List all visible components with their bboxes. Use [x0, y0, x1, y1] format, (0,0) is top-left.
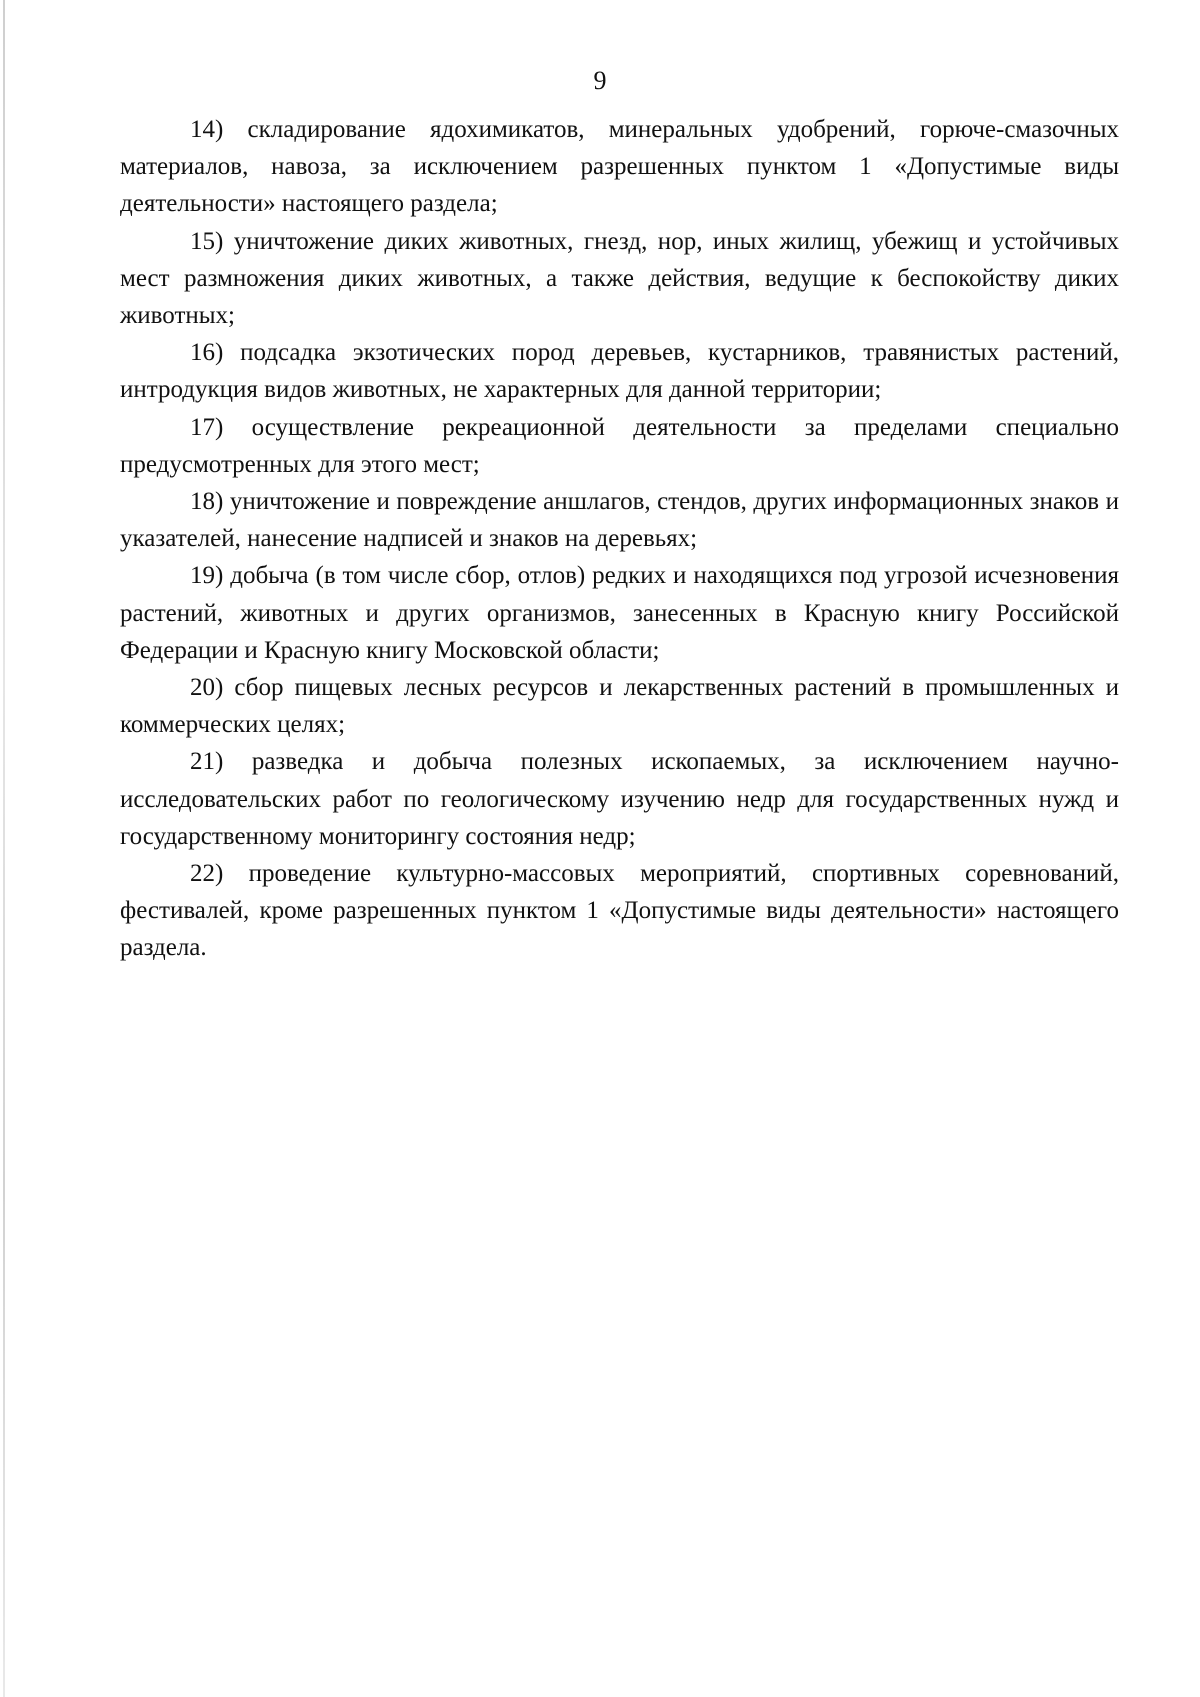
list-item: 18) уничтожение и повреждение аншлагов, стендов, других информационных знаков и указателей, нанесение надписей и знаков на деревьях; [120, 488, 1119, 553]
list-item: 21) разведка и добыча полезных ископаемых, за исключением научно-исследовательских работ по геологическому изучению недр для государственных нужд и государственному мониторингу состояния недр; [120, 748, 1119, 850]
list-item: 19) добыча (в том числе сбор, отлов) редких и находящихся под угрозой исчезновения растений, животных и других организмов, занесенных в Красную книгу Российской Федерации и Красную книгу Московской области; [120, 562, 1119, 664]
scan-edge-line [3, 0, 5, 1697]
list-item: 22) проведение культурно-массовых мероприятий, спортивных соревнований, фестивалей, кроме разрешенных пунктом 1 «Допустимые виды деятельности» настоящего раздела. [120, 860, 1119, 962]
list-item: 17) осуществление рекреационной деятельности за пределами специально предусмотренных для этого мест; [120, 413, 1119, 478]
list-item: 16) подсадка экзотических пород деревьев, кустарников, травянистых растений, интродукция видов животных, не характерных для данной территории; [120, 339, 1119, 404]
list-item: 20) сбор пищевых лесных ресурсов и лекарственных растений в промышленных и коммерческих целях; [120, 674, 1119, 739]
document-body [120, 111, 1119, 967]
page-number: 9 [593, 66, 607, 95]
list-item: 15) уничтожение диких животных, гнезд, нор, иных жилищ, убежищ и устойчивых мест размножения диких животных, а также действия, ведущие к беспокойству диких животных; [120, 227, 1119, 330]
list-item: 14) складирование ядохимикатов, минеральных удобрений, горюче-смазочных материалов, навоза, за исключением разрешенных пунктом 1 «Допустимые виды деятельности» настоящего раздела; [120, 116, 1119, 218]
